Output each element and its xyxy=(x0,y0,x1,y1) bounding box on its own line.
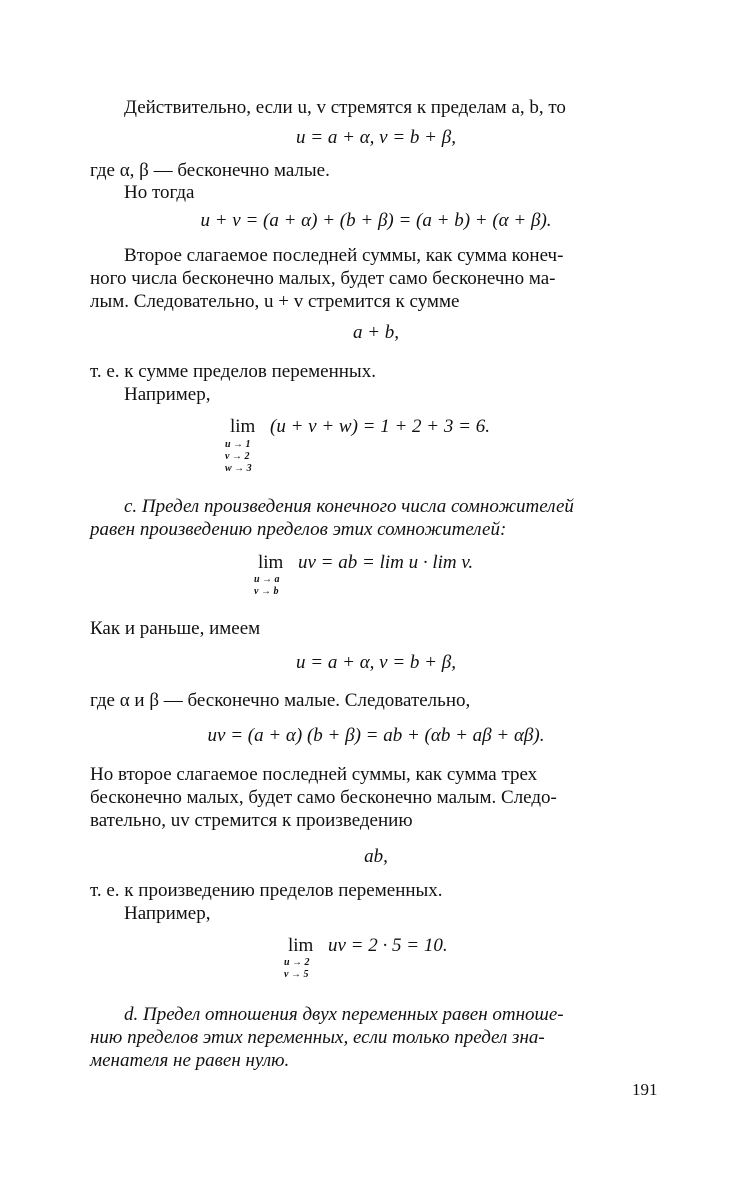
equation-sum: u + v = (a + α) + (b + β) = (a + b) + (α + β). xyxy=(200,210,552,231)
paragraph-line: Как и раньше, имеем xyxy=(90,618,261,639)
limit-subscript: v → 5 xyxy=(284,969,309,980)
lim-operator: lim xyxy=(258,552,284,573)
page-number: 191 xyxy=(632,1080,658,1099)
limit-subscript: v → b xyxy=(254,586,279,597)
lim-operator: lim xyxy=(288,935,314,956)
theorem-c-line: c. Предел произведения конечного числа сомножителей xyxy=(124,496,574,517)
paragraph-line: лым. Следовательно, u + v стремится к сумме xyxy=(90,291,460,312)
paragraph-line: где α, β — бесконечно малые. xyxy=(90,160,330,181)
limit-subscript: u → a xyxy=(254,574,280,585)
lim-operator: lim xyxy=(230,416,256,437)
theorem-d-line: d. Предел отношения двух переменных равен отноше- xyxy=(124,1004,564,1025)
limit-subscript: w → 3 xyxy=(225,463,252,474)
limit-expression: (u + v + w) = 1 + 2 + 3 = 6. xyxy=(270,416,490,437)
paragraph-line: Действительно, если u, v стремятся к пределам a, b, то xyxy=(124,97,566,118)
paragraph-line: бесконечно малых, будет само бесконечно малым. Следо- xyxy=(90,787,557,808)
theorem-c-line: равен произведению пределов этих сомножителей: xyxy=(90,519,507,540)
paragraph-line: Например, xyxy=(124,903,211,924)
equation-u-v: u = a + α, v = b + β, xyxy=(296,127,456,148)
limit-subscript: u → 1 xyxy=(225,439,251,450)
paragraph-line: где α и β — бесконечно малые. Следовательно, xyxy=(90,690,471,711)
equation-product: uv = (a + α) (b + β) = ab + (αb + aβ + αβ). xyxy=(207,725,545,746)
equation-a-plus-b: a + b, xyxy=(352,322,400,343)
paragraph-line: Но второе слагаемое последней суммы, как сумма трех xyxy=(90,764,538,785)
paragraph-line: вательно, uv стремится к произведению xyxy=(90,810,413,831)
paragraph-line: Второе слагаемое последней суммы, как сумма конеч- xyxy=(124,245,564,266)
paragraph-line: т. е. к произведению пределов переменных. xyxy=(90,880,443,901)
equation-ab: ab, xyxy=(364,846,388,867)
paragraph-line: Например, xyxy=(124,384,211,405)
limit-expression: uv = ab = lim u · lim v. xyxy=(298,552,474,573)
equation-u-v: u = a + α, v = b + β, xyxy=(296,652,456,673)
paragraph-line: Но тогда xyxy=(124,182,195,203)
theorem-d-line: нию пределов этих переменных, если только предел зна- xyxy=(90,1027,545,1048)
limit-subscript: u → 2 xyxy=(284,957,310,968)
theorem-d-line: менателя не равен нулю. xyxy=(90,1050,290,1071)
limit-subscript: v → 2 xyxy=(225,451,250,462)
paragraph-line: т. е. к сумме пределов переменных. xyxy=(90,361,376,382)
limit-expression: uv = 2 · 5 = 10. xyxy=(328,935,448,956)
paragraph-line: ного числа бесконечно малых, будет само бесконечно ма- xyxy=(90,268,556,289)
